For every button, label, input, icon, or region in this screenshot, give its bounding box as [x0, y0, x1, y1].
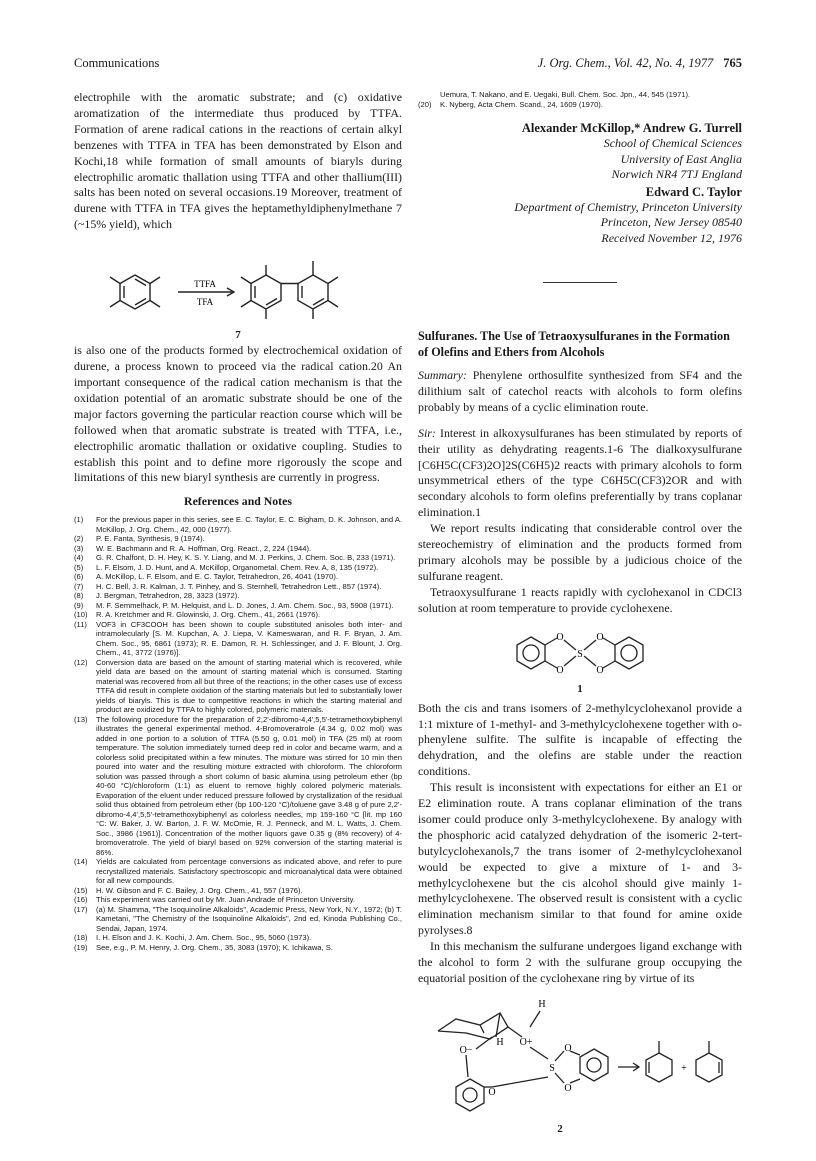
reference-item	[74, 582, 402, 592]
affiliation-line: School of Chemical Sciences	[603, 136, 742, 150]
body-paragraph	[418, 426, 742, 521]
body-paragraph: Tetraoxysulfurane 1 reacts rapidly with cyclohexanol in CDCl3 solution at room temperature to provide cyclohexene.	[418, 584, 742, 615]
affiliation-line: Norwich NR4 7TJ England	[611, 167, 742, 181]
reference-number: (11)	[74, 619, 87, 629]
sulfur-label: S	[577, 648, 583, 660]
oxygen-label: O	[596, 631, 604, 643]
solvent-label: TFA	[196, 297, 214, 308]
reference-item	[74, 610, 402, 620]
reference-number: (14)	[74, 857, 88, 867]
reference-item	[74, 553, 402, 563]
reference-continuation	[418, 90, 742, 100]
reference-item	[74, 544, 402, 554]
reference-number: (17)	[74, 904, 88, 914]
reference-item	[74, 857, 402, 886]
affiliation-line: University of East Anglia	[620, 151, 742, 166]
reference-number: (5)	[74, 562, 84, 572]
plus-sign: +	[681, 1062, 687, 1074]
summary-text: Phenylene orthosulfite synthesized from SF4 and the dilithium salt of catechol reacts with alcohols to form olefins probably by means of a cyclic elimination route.	[418, 368, 742, 414]
reference-text: P. E. Fanta, Synthesis, 9 (1974).	[96, 534, 205, 544]
references-heading: References and Notes	[184, 494, 292, 509]
compound-number: 1	[577, 682, 583, 695]
affiliation-line: Department of Chemistry, Princeton University	[514, 199, 742, 214]
reference-text: R. A. Kretchmer and R. Glowinski, J. Org. Chem., 41, 2661 (1976).	[96, 610, 321, 620]
reference-text: M. F. Semmelhack, P. M. Helquist, and L. D. Jones, J. Am. Chem. Soc., 93, 5908 (1971).	[96, 600, 394, 610]
reference-item	[74, 886, 402, 896]
affiliation-line: Princeton, New Jersey 08540	[600, 215, 742, 229]
reference-number: (4)	[74, 553, 84, 563]
second-author: Edward C. Taylor	[645, 184, 742, 199]
running-header-left: Communications	[74, 56, 160, 70]
reference-number: (12)	[74, 657, 88, 667]
reference-item	[74, 591, 402, 601]
sulfur-label: S	[549, 1062, 555, 1074]
compound-number: 2	[557, 1122, 563, 1135]
reference-text: G. R. Chalfont, D. H. Hey, K. S. Y. Liang, and M. J. Perkins, J. Chem. Soc. B, 233 (1971).	[96, 553, 396, 563]
reference-list	[74, 515, 402, 952]
compound-number: 7	[235, 329, 241, 342]
body-paragraph: is also one of the products formed by electrochemical oxidation of durene, a process known to proceed via the radical cation.20 An important consequence of the radical cation mechanism is that the oxidation potential of an aromatic substrate should be one of the major factors governing the particular reaction course which will be followed when that aromatic substrate is treated with TTFA, i.e., electrophilic aromatic thallation or oxidative coupling. Studies to establish this point and to define more rigorously the scope and limitations of this new biaryl synthesis are currently in progress.	[74, 343, 402, 485]
affiliation-2	[418, 200, 742, 247]
reference-item	[74, 905, 402, 934]
received-date: Received November 12, 1976	[601, 230, 742, 245]
body-paragraph: This result is inconsistent with expectations for either an E1 or E2 elimination route. A trans coplanar elimination of the trans isomer could produce only 3-methylcyclohexene. By analogy with the phosphoric acid catalyzed dehydration of the isomeric 2-tert-butylcyclohexanols,7 the trans isomer of 2-methylcyclohexanol would be expected to give a mixture of 1- and 3-methylcyclohexene but the cis alcohol should give mainly 1-methylcyclohexene. The observed result is consistent with a cyclic elimination mechanism similar to that found for amine oxide pyrolyses.8	[418, 780, 742, 938]
oxygen-label: O	[564, 1082, 572, 1094]
reference-text: J. Bergman, Tetrahedron, 28, 3323 (1972).	[96, 591, 240, 601]
reference-item	[74, 620, 402, 658]
body-paragraph: In this mechanism the sulfurane undergoes ligand exchange with the alcohol to form 2 with the sulfurane group occupying the equatorial position of the cyclohexane ring by virtue of its	[418, 939, 742, 985]
affiliation-1	[418, 136, 742, 183]
reference-number: (7)	[74, 581, 84, 591]
reference-number: (10)	[74, 610, 88, 620]
reference-item	[74, 658, 402, 715]
tetraoxysulfurane-structure	[505, 623, 655, 679]
running-header-right	[538, 56, 742, 71]
left-column	[74, 90, 402, 952]
oxygen-label: O	[564, 1042, 572, 1054]
reference-item	[74, 943, 402, 953]
reference-number: (16)	[74, 895, 88, 905]
reference-number: (9)	[74, 600, 84, 610]
reference-text: Yields are calculated from percentage conversions as indicated above, and refer to pure recrystallized materials. Satisfactory spectroscopic and microanalytical data were obtained for all new compounds.	[96, 857, 402, 886]
author-names: Alexander McKillop,* Andrew G. Turrell	[521, 121, 742, 135]
oxygen-label: O	[488, 1086, 496, 1098]
article-title: Sulfuranes. The Use of Tetraoxysulfuranes in the Formation of Olefins and Ethers from Alcohols	[418, 329, 730, 359]
reference-number: (2)	[74, 534, 84, 544]
reference-item	[74, 534, 402, 544]
reference-number: (3)	[74, 543, 84, 553]
oxygen-label: O	[596, 664, 604, 676]
reference-number: (1)	[74, 515, 84, 525]
reference-text: This experiment was carried out by Mr. Juan Andrade of Princeton University.	[96, 895, 356, 905]
oxygen-label: O	[556, 664, 564, 676]
reference-text: H. W. Gibson and F. C. Bailey, J. Org. Chem., 41, 557 (1976).	[96, 885, 303, 895]
hydrogen-label: H	[538, 998, 546, 1010]
reference-item	[74, 563, 402, 573]
reference-text: For the previous paper in this series, see E. C. Taylor, E. C. Bigham, D. K. Johnson, and A. McKillop, J. Org. Chem., 42, 000 (1977).	[96, 515, 402, 534]
reference-number: (13)	[74, 714, 88, 724]
reagent-label: TTFA	[194, 279, 216, 290]
reference-number: (20)	[418, 99, 432, 109]
reference-item	[74, 572, 402, 582]
body-paragraph: We report results indicating that considerable control over the stereochemistry of elimination and the products formed from primary alcohols may be possible by a judicious choice of the sulfurane reagent.	[418, 521, 742, 583]
oxide-label: O−	[459, 1044, 473, 1056]
reference-text: L. F. Elsom, J. D. Hunt, and A. McKillop, Organometal. Chem. Rev. A, 8, 135 (1972).	[96, 562, 379, 572]
reference-number: (6)	[74, 572, 84, 582]
reference-item	[74, 515, 402, 534]
right-column	[418, 90, 742, 1135]
reference-item	[74, 895, 402, 905]
cyclic-elimination-scheme	[430, 993, 730, 1117]
reference-text: W. E. Bachmann and R. A. Hoffman, Org. React., 2, 224 (1944).	[96, 543, 312, 553]
reference-text: H. C. Bell, J. R. Kalman, J. T. Pinhey, and S. Sternhell, Tetrahedron Lett., 857 (1974).	[96, 581, 382, 591]
reference-text: K. Nyberg, Acta Chem. Scand., 24, 1609 (1970).	[440, 99, 603, 109]
reference-item	[74, 933, 402, 943]
section-divider	[543, 282, 617, 283]
reference-number: (18)	[74, 933, 88, 943]
reference-text: The following procedure for the preparation of 2,2'-dibromo-4,4',5,5'-tetramethoxybiphenyl illustrates the general experimental method. 4-Bromoveratrole (4.34 g, 0.02 mol) was added in one portion to a solution of TTFA (5.50 g, 0.01 mol) in TFA (25 ml) at room temperature. The solution immediately turned deep red in color and became warm, and a colorless solid precipitated within a few minutes. The mixture was stirred for 10 min then poured into water and the resulting mixture extracted with chloroform. The chloroform solution was passed through a short column of basic alumina using petroleum ether (bp 40-60 °C)/chloroform (1:1) as eluent to remove highly colored polymeric materials. Evaporation of the eluent under reduced pressure followed by crystallization of the residual solid thus obtained from petroleum ether (bp 100-120 °C)/toluene gave 3.48 g of pure 2,2'-dibromo-4,4',5,5'-tetramethoxybiphenyl as colorless needles, mp 159-160 °C [lit. mp 160 °C: W. Baker, J. W. Barton, J. F. W. McOmie, R. J. Penneck, and M. L. Watts, J. Chem. Soc., 3986 (1961)]. Concentration of the mother liquors gave 0.35 g (8% recovery) of 4-bromoveratrole. The yield of biaryl based on 92% conversion of the starting material is 86%.	[96, 714, 402, 857]
body-paragraph: Both the cis and trans isomers of 2-methylcyclohexanol provide a 1:1 mixture of 1-methyl- and 3-methylcyclohexene together with o-phenylene sulfite. The sulfite is incapable of effecting the dehydration, and the olefins are stable under the reaction conditions.	[418, 700, 742, 779]
reference-text: A. McKillop, L. F. Elsom, and E. C. Taylor, Tetrahedron, 26, 4041 (1970).	[96, 572, 338, 582]
salutation: Sir:	[418, 425, 436, 440]
reference-number: (19)	[74, 942, 88, 952]
hydrogen-label: H	[496, 1036, 504, 1048]
reference-item	[74, 601, 402, 611]
reference-text: See, e.g., P. M. Henry, J. Org. Chem., 35, 3083 (1970); K. Ichikawa, S.	[96, 942, 333, 952]
durene-coupling-scheme	[88, 239, 388, 325]
oxygen-label: O	[556, 631, 564, 643]
reference-text: VOF3 in CF3COOH has been shown to couple substituted anisoles both inter- and intramolecularly [S. M. Kupchan, A. J. Liepa, V. Kameswaran, and R. F. Bryan, J. Am. Chem. Soc., 95, 6861 (1973); R. E. Damon, R. H. Schlessinger, and J. F. Blount, J. Org. Chem., 41, 3772 (1976)].	[96, 619, 402, 658]
journal-citation: J. Org. Chem., Vol. 42, No. 4, 1977	[537, 56, 714, 70]
reference-text: Uemura, T. Nakano, and E. Uegaki, Bull. Chem. Soc. Jpn., 44, 545 (1971).	[440, 90, 691, 99]
reference-number: (15)	[74, 885, 88, 895]
summary-label: Summary:	[418, 368, 467, 382]
reference-text: Conversion data are based on the amount of starting material which is recovered, while yield data are based on the amount of starting material which is consumed. Starting material was recovered from all but three of the reactions; in the other cases use of excess TTFA did result in complete oxidation of the starting materials but led to substantially lower yields of biaryls. This is due to competitive reactions in which the starting material and product are oxidized by TTFA to highly colored, polymeric materials.	[96, 657, 402, 715]
page-number: 765	[723, 56, 742, 70]
reference-text: (a) M. Shamma, "The Isoquinoline Alkaloids", Academic Press, New York, N.Y., 1972; (b) T. Kametani, "The Chemistry of the Isoquinoline Alkaloids", 2nd ed, Kinoda Publishing Co., Sendai, Japan, 1974.	[96, 904, 402, 933]
body-paragraph: electrophile with the aromatic substrate; and (c) oxidative aromatization of the intermediate thus produced by TTFA. Formation of arene radical cations in the reactions of certain alkyl benzenes with TTFA in TFA has been demonstrated by Elson and Kochi,18 while formation of small amounts of biaryls during electrophilic aromatic thallation using TTFA and other thallium(III) salts has been noted on several occasions.19 Moreover, treatment of durene with TTFA in TFA gives the heptamethyldiphenylmethane 7 (~15% yield), which	[74, 90, 402, 232]
reference-number: (8)	[74, 591, 84, 601]
summary	[418, 368, 742, 416]
reference-text: I. H. Elson and J. K. Kochi, J. Am. Chem. Soc., 95, 5060 (1973).	[96, 933, 312, 943]
reference-item	[418, 100, 742, 110]
oxonium-label: O+	[519, 1036, 533, 1048]
reference-item	[74, 715, 402, 858]
paragraph-text: Interest in alkoxysulfuranes has been stimulated by reports of their utility as dehydrating reagents.1-6 The dialkoxysulfurane [C6H5C(CF3)2O]2S(C6H5)2 reacts with primary alcohols to form unsymmetrical ethers of the type C6H5C(CF3)2OR and with secondary alcohols to form olefins preferentially by trans coplanar elimination.1	[418, 425, 742, 520]
